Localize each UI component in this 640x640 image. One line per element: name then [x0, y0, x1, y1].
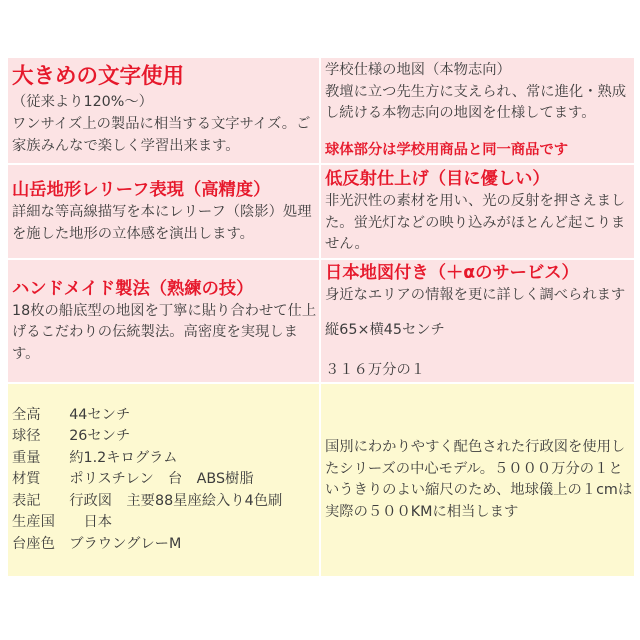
series-text-line: たシリーズの中心モデル。５０００万分の１と: [325, 460, 623, 477]
feature-cell-relief: [8, 165, 319, 258]
spec-row-base-color: [12, 534, 319, 556]
spec-row-weight: [12, 448, 319, 470]
spec-value: 44センチ: [69, 406, 131, 423]
series-text-line: いうきりのよい縮尺のため、地球儀上の１cmは: [325, 482, 633, 498]
spec-row-country: [12, 512, 319, 534]
feature-subtitle: （従来より120%～）: [12, 94, 153, 110]
feature-title: 大きめの文字使用: [12, 64, 185, 89]
feature-text-line: 教壇に立つ先生方に支えられ、常に進化・熟成: [325, 83, 627, 100]
japan-map-size: 縦65×横45センチ: [325, 322, 445, 339]
spec-label: 全高: [12, 406, 41, 423]
feature-title: 学校仕様の地図（本物志向）: [325, 62, 511, 78]
spec-value: ブラウングレーM: [69, 535, 182, 552]
feature-table: [8, 58, 634, 576]
spec-row-notation: [12, 491, 319, 513]
feature-text-line: 非光沢性の素材を用い、光の反射を押さえまし: [325, 193, 626, 210]
feature-title: ハンドメイド製法（熟練の技）: [12, 278, 254, 299]
feature-text-line: げるこだわりの伝統製法。高密度を実現しま: [12, 324, 298, 341]
feature-text-line: た。蛍光灯などの映り込みがほとんど起こりま: [325, 214, 626, 231]
feature-title: 低反射仕上げ（目に優しい）: [325, 169, 550, 190]
spec-label: 表記: [12, 492, 41, 509]
feature-cell-school-map: [321, 58, 634, 163]
spec-row-height: [12, 405, 319, 427]
feature-cell-low-reflection: [321, 165, 634, 258]
feature-title: 日本地図付き（＋αのサービス）: [325, 262, 579, 283]
spec-row-diameter: [12, 426, 319, 448]
feature-text-line: し続ける本物志向の地図を仕様してます。: [325, 105, 596, 121]
spec-value: 行政図 主要88星座絵入り4色刷: [69, 492, 283, 509]
series-text-line: 国別にわかりやすく配色された行政図を使用し: [325, 439, 626, 455]
feature-text-line: 18枚の船底型の地図を丁寧に貼り合わせて仕上: [12, 302, 317, 319]
spec-value: ポリスチレン 台 ABS樹脂: [69, 471, 254, 488]
spec-row-material: [12, 469, 319, 491]
feature-text-line: ワンサイズ上の製品に相当する文字サイズ。ご: [12, 116, 311, 132]
japan-map-scale: ３１６万分の１: [325, 361, 426, 378]
feature-cell-handmade: [8, 260, 319, 382]
spec-value: 約1.2キログラム: [69, 449, 178, 466]
feature-text-line: 身近なエリアの情報を更に詳しく調べられます: [325, 286, 626, 303]
spec-label: 材質: [12, 471, 41, 488]
series-description: [321, 384, 634, 576]
feature-title: 山岳地形レリーフ表現（高精度）: [12, 180, 271, 200]
series-text-line: 実際の５００KMに相当します: [325, 503, 519, 520]
spec-value: 26センチ: [69, 428, 131, 445]
spec-value: 日本: [83, 514, 113, 531]
feature-text-line: せん。: [325, 236, 369, 253]
feature-cell-japan-map: [321, 260, 634, 382]
feature-note: 球体部分は学校用商品と同一商品です: [325, 141, 569, 158]
spec-label: 生産国: [12, 514, 55, 531]
spec-list: [8, 384, 319, 576]
feature-text-line: 家族みんなで楽しく学習出来ます。: [12, 137, 240, 154]
feature-text-line: す。: [12, 345, 40, 362]
feature-cell-large-text: [8, 58, 319, 163]
spec-label: 重量: [12, 449, 41, 466]
spec-label: 球径: [12, 428, 41, 445]
feature-text-line: を施した地形の立体感を演出します。: [12, 225, 254, 242]
spec-label: 台座色: [12, 535, 55, 552]
feature-text-line: 詳細な等高線描写を本にレリーフ（陰影）処理: [12, 204, 312, 220]
